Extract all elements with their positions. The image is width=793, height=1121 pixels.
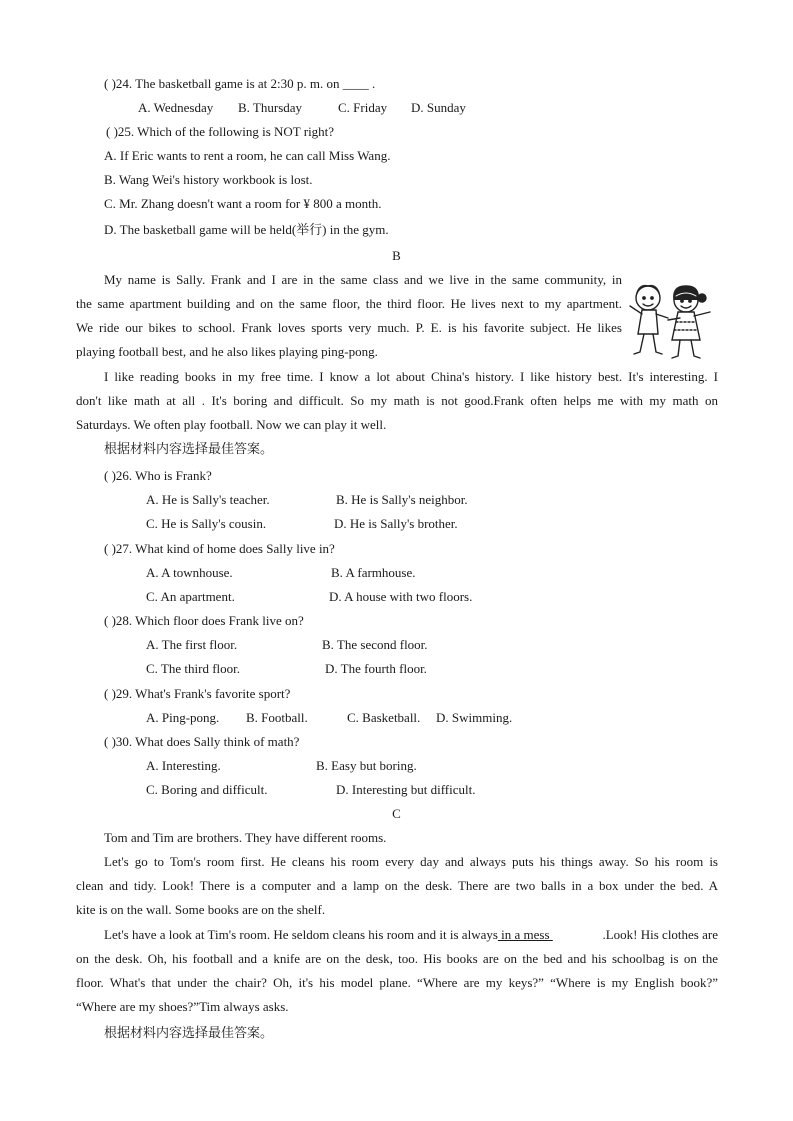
q25-option-a: A. If Eric wants to rent a room, he can call Miss Wang. [104, 148, 391, 163]
q25-option-b: B. Wang Wei's history workbook is lost. [104, 172, 313, 187]
passage-b-p1-line3: We ride our bikes to school. Frank loves sports very much. P. E. is his favorite subject. He likes [76, 320, 622, 335]
passage-c-p2-line3: kite is on the wall. Some books are on the shelf. [76, 902, 326, 917]
passage-c-p3-line1-pre: Let's have a look at Tim's room. He seldom cleans his room and it is always [104, 927, 498, 942]
in-a-mess-underlined: in a mess [497, 927, 553, 942]
q29-option-b: B. Football. [246, 710, 308, 725]
passage-b-instruction: 根据材料内容选择最佳答案。 [104, 441, 274, 456]
passage-c-p3-line2: on the desk. Oh, his football and a knife are on the desk, too. His books are on the bed and his schoolbag is on the [76, 951, 718, 966]
passage-c-instruction: 根据材料内容选择最佳答案。 [104, 1025, 274, 1040]
passage-c-p2-line1: Let's go to Tom's room first. He cleans his room every day and always puts his things away. So his room is [104, 854, 718, 869]
q25-option-d: D. The basketball game will be held(举行) in the gym. [104, 222, 389, 237]
q27-option-b: B. A farmhouse. [331, 565, 416, 580]
q30-option-d: D. Interesting but difficult. [336, 782, 476, 797]
q24-option-d: D. Sunday [411, 100, 466, 115]
passage-c-p2-line2: clean and tidy. Look! There is a computer and a lamp on the desk. There are two balls in a box under the bed. A [76, 878, 718, 893]
q25-stem: ( )25. Which of the following is NOT right? [106, 124, 335, 139]
passage-b-p1-line1: My name is Sally. Frank and I are in the same class and we live in the same community, in [104, 272, 622, 287]
q26-option-d: D. He is Sally's brother. [334, 516, 458, 531]
q29-stem: ( )29. What's Frank's favorite sport? [104, 686, 291, 701]
q28-option-a: A. The first floor. [146, 637, 238, 652]
q30-stem: ( )30. What does Sally think of math? [104, 734, 300, 749]
q24-option-c: C. Friday [338, 100, 388, 115]
q29-option-d: D. Swimming. [436, 710, 513, 725]
q24-stem: ( )24. The basketball game is at 2:30 p. m. on ____ . [104, 76, 376, 91]
passage-c-p1: Tom and Tim are brothers. They have different rooms. [104, 830, 387, 845]
passage-c-heading: C [392, 806, 401, 821]
passage-b-p1-line4: playing football best, and he also likes playing ping-pong. [76, 344, 378, 359]
q28-option-b: B. The second floor. [322, 637, 428, 652]
q28-stem: ( )28. Which floor does Frank live on? [104, 613, 304, 628]
q24-option-a: A. Wednesday [138, 100, 214, 115]
q27-option-c: C. An apartment. [146, 589, 235, 604]
q26-option-b: B. He is Sally's neighbor. [336, 492, 468, 507]
q27-option-d: D. A house with two floors. [329, 589, 473, 604]
q28-option-c: C. The third floor. [146, 661, 241, 676]
q30-option-b: B. Easy but boring. [316, 758, 417, 773]
passage-b-p2-line3: Saturdays. We often play football. Now we can play it well. [76, 417, 387, 432]
q29-option-a: A. Ping-pong. [146, 710, 220, 725]
passage-b-p1-line2: the same apartment building and on the same floor, the third floor. He lives next to my apartment. [76, 296, 622, 311]
passage-c-p3-line3: floor. What's that under the chair? Oh, it's his model plane. “Where are my keys?” “Where is my English book?” [76, 975, 718, 990]
passage-c-p3-line1 [104, 926, 718, 944]
q26-option-c: C. He is Sally's cousin. [146, 516, 267, 531]
passage-b-p2-line1: I like reading books in my free time. I know a lot about China's history. I like history best. It's interesting. I [104, 369, 718, 384]
q27-option-a: A. A townhouse. [146, 565, 233, 580]
children-illustration [624, 278, 716, 362]
q28-option-d: D. The fourth floor. [325, 661, 427, 676]
q27-stem: ( )27. What kind of home does Sally live in? [104, 541, 335, 556]
q26-stem: ( )26. Who is Frank? [104, 468, 212, 483]
q25-option-c: C. Mr. Zhang doesn't want a room for ¥ 800 a month. [104, 196, 382, 211]
q26-option-a: A. He is Sally's teacher. [146, 492, 270, 507]
q30-option-a: A. Interesting. [146, 758, 221, 773]
passage-b-p2-line2: don't like math at all . It's boring and difficult. So my math is not good.Frank often helps me with my math on [76, 393, 718, 408]
passage-c-p3-line1-post: .Look! His clothes are [602, 927, 718, 942]
q24-option-b: B. Thursday [238, 100, 303, 115]
passage-c-p3-line4: “Where are my shoes?”Tim always asks. [76, 999, 289, 1014]
q29-option-c: C. Basketball. [347, 710, 421, 725]
passage-b-heading: B [392, 248, 401, 263]
q30-option-c: C. Boring and difficult. [146, 782, 268, 797]
